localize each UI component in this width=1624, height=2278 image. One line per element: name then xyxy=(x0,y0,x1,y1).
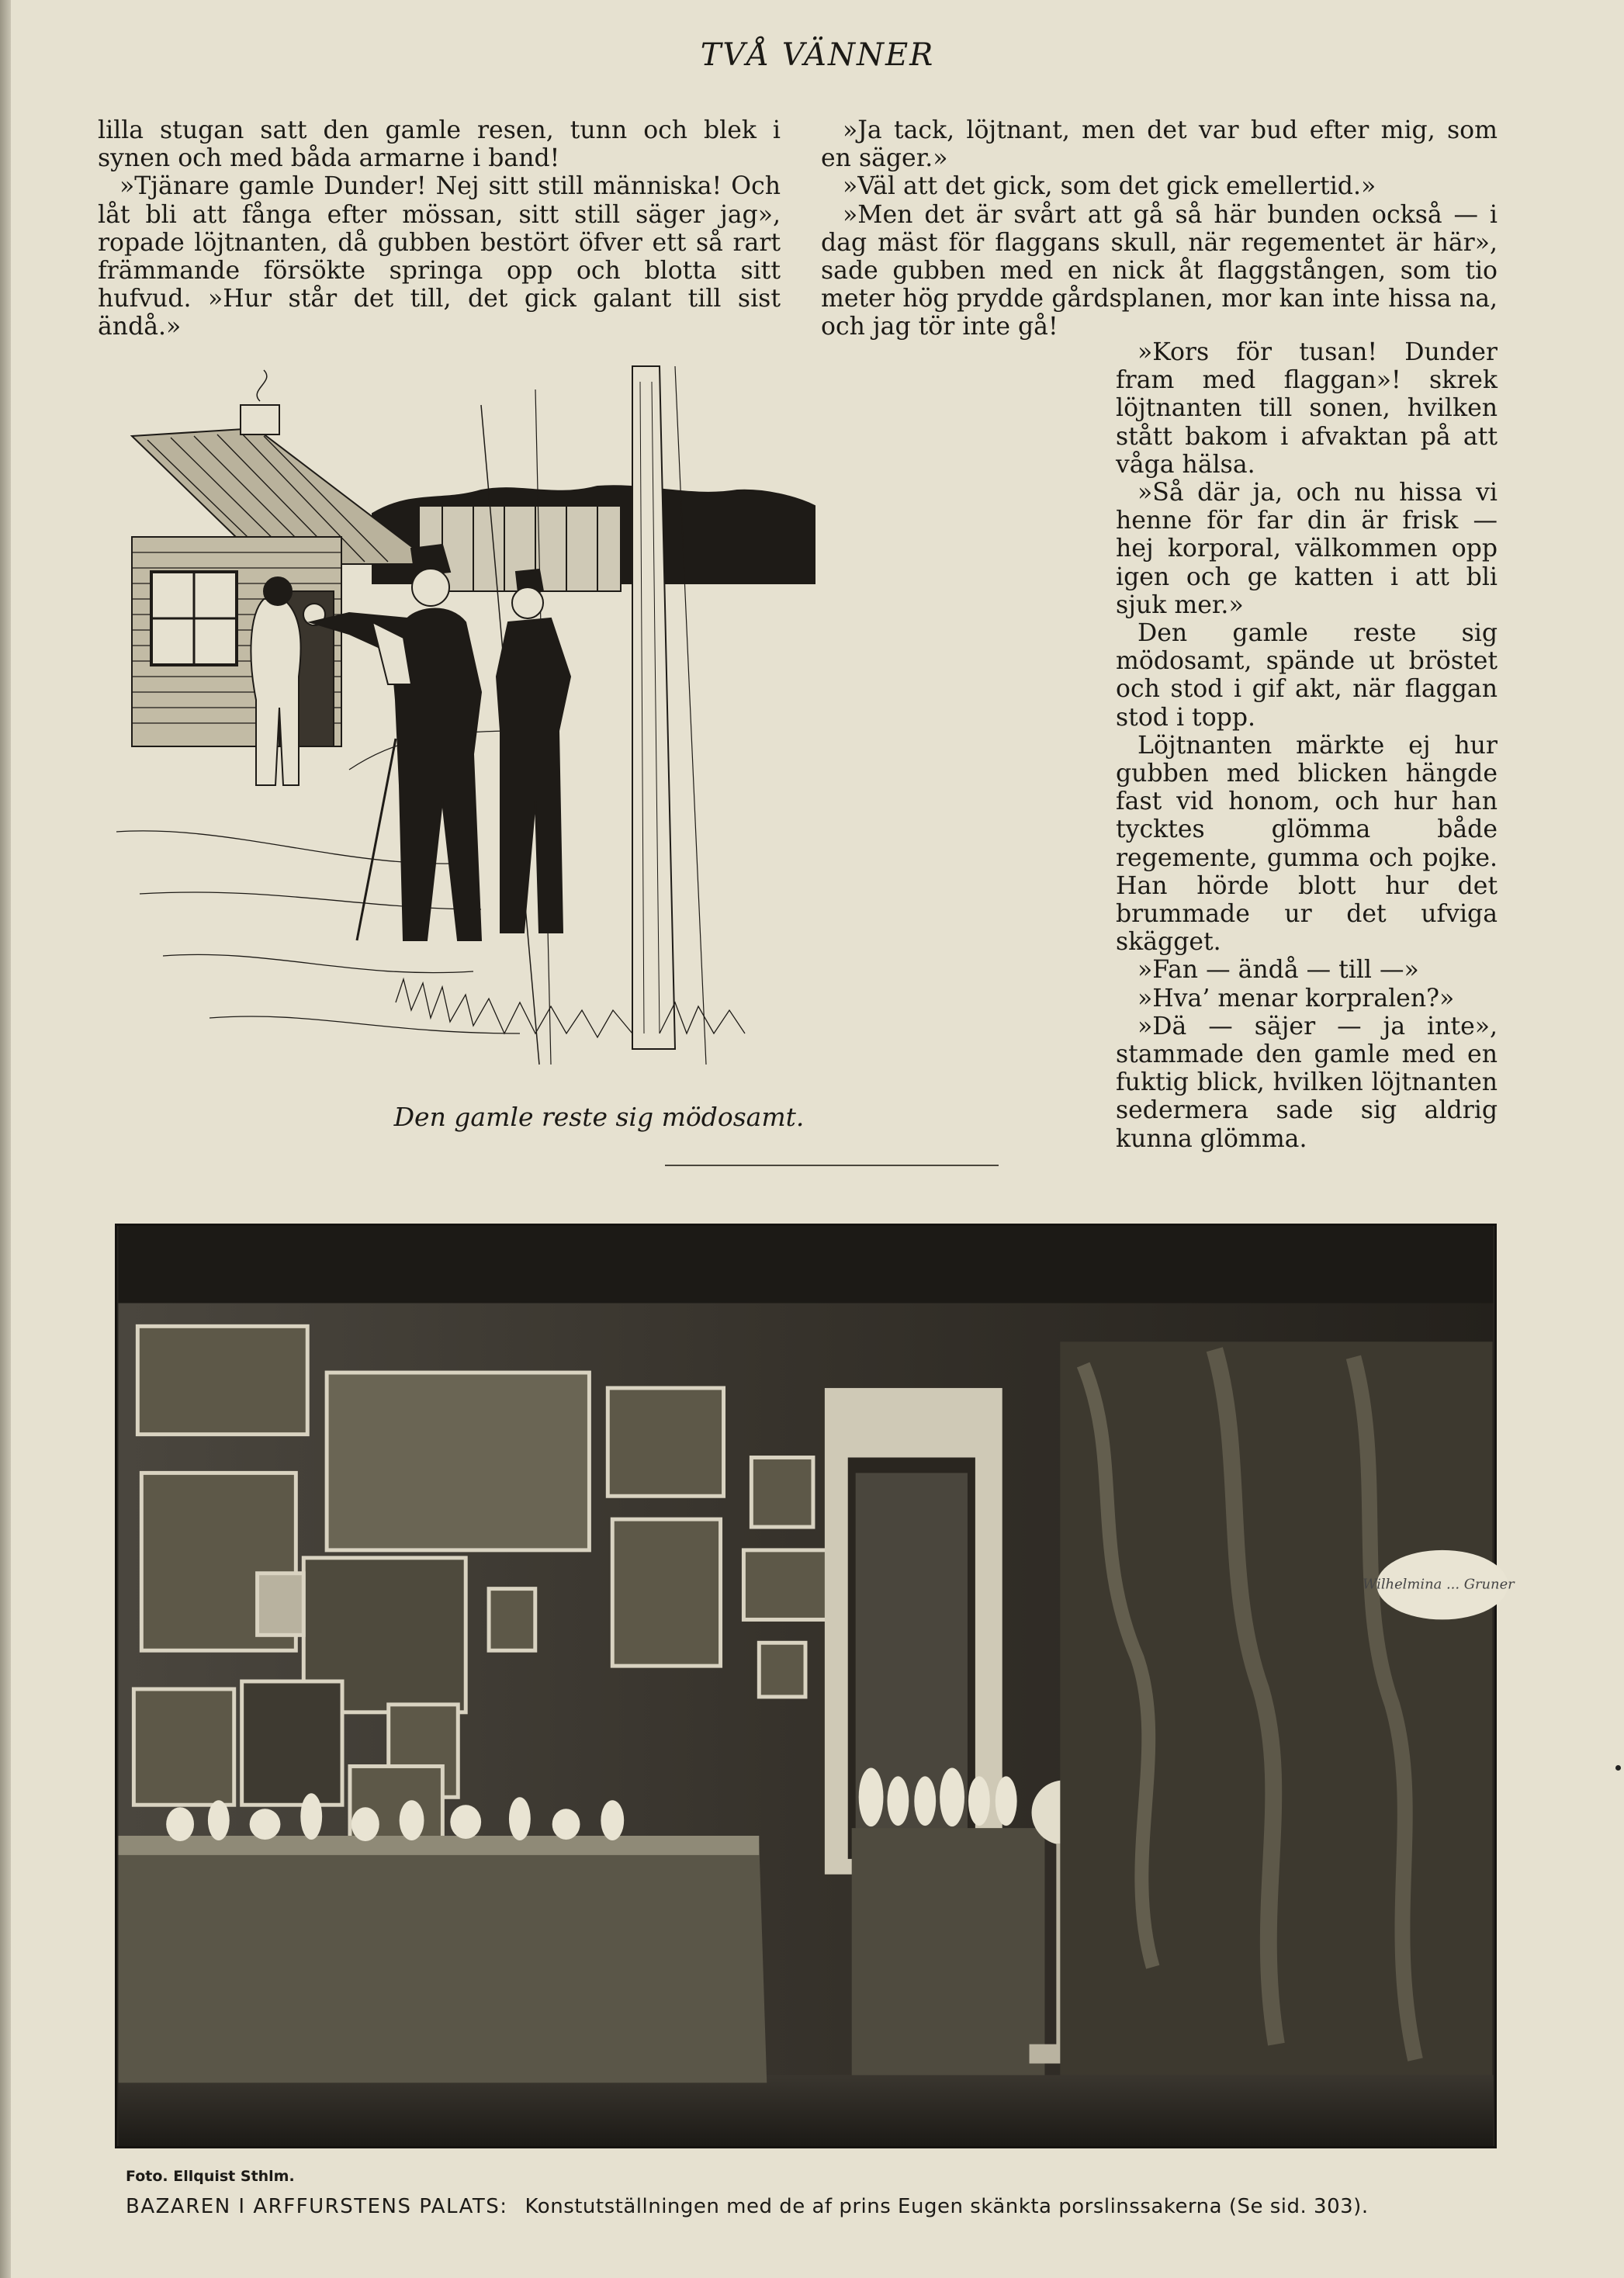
right-text-column-narrow xyxy=(1116,338,1498,1153)
paragraph: »Hva’ menar korpralen?» xyxy=(1137,984,1455,1013)
photo-caption-text: Konstutställningen med de af prins Eugen skänkta porslinssakerna (Se sid. 303). xyxy=(525,2195,1369,2218)
paragraph: »Så där ja, och nu hissa vi henne för far din är frisk — hej korporal, välkommen opp igen och ge katten i att bli sjuk mer.» xyxy=(1116,479,1498,619)
paragraph: »Dä — säjer — ja inte», stammade den gamle med en fuktig blick, hvilken löjtnanten sedermera sade sig aldrig kunna glömma. xyxy=(1116,1012,1498,1153)
paragraph: lilla stugan satt den gamle resen, tunn och blek i synen och med båda armarne i band! xyxy=(98,116,781,173)
paragraph: Löjtnanten märkte ej hur gubben med blicken hängde fast vid honom, och hur han tycktes glömma både regemente, gumma och pojke. Han hörde blott hur det brummade ur det ufviga skägget. xyxy=(1116,731,1498,957)
paragraph: »Ja tack, löjtnant, men det var bud efter mig, som en säger.» xyxy=(821,116,1498,173)
paragraph: »Kors för tusan! Dunder fram med flaggan»! skrek löjtnanten till sonen, hvilken stått bakom i afvaktan på att våga hälsa. xyxy=(1116,338,1498,479)
photo-credit: Foto. Ellquist Sthlm. xyxy=(126,2168,295,2185)
paragraph: »Fan — ändå — till —» xyxy=(1137,956,1419,985)
paragraph: »Tjänare gamle Dunder! Nej sitt still människa! Och låt bli att fånga efter mössan, sitt still säger jag», ropade löjtnanten, då gubben bestört öfver ett så rart främmande försökte springa opp och blotta sitt hufvud. »Hur står det till, det gick galant till sist ändå.» xyxy=(98,172,781,341)
right-text-column-top xyxy=(821,116,1498,341)
oval-sign-text: Wilhelmina ... Gruner xyxy=(1363,1576,1515,1593)
illustration-soldiers-at-cottage xyxy=(116,366,1047,1096)
photo-caption xyxy=(126,2195,1522,2218)
left-text-column xyxy=(98,116,781,341)
illustration-caption: Den gamle reste sig mödosamt. xyxy=(393,1102,805,1132)
paragraph: »Men det är svårt att gå så här bunden också — i dag mäst för flaggans skull, när regementet är här», sade gubben med en nick åt flaggstången, som tio meter hög prydde gårdsplanen, mor kan inte hissa na, och jag tör inte gå! xyxy=(821,200,1498,341)
margin-speck xyxy=(1615,1765,1621,1771)
paragraph: »Väl att det gick, som det gick emellertid.» xyxy=(843,172,1376,201)
magazine-page xyxy=(11,0,1624,2278)
photo-exhibition-room xyxy=(115,1224,1515,2148)
section-divider-rule xyxy=(665,1165,999,1166)
page-spine-shadow xyxy=(0,0,11,2278)
paragraph: Den gamle reste sig mödosamt, spände ut bröstet och stod i gif akt, när flaggan stod i topp. xyxy=(1116,619,1498,732)
running-head: TVÅ VÄNNER xyxy=(700,37,935,73)
photo-caption-lead: BAZAREN I ARFFURSTENS PALATS: xyxy=(126,2195,508,2218)
